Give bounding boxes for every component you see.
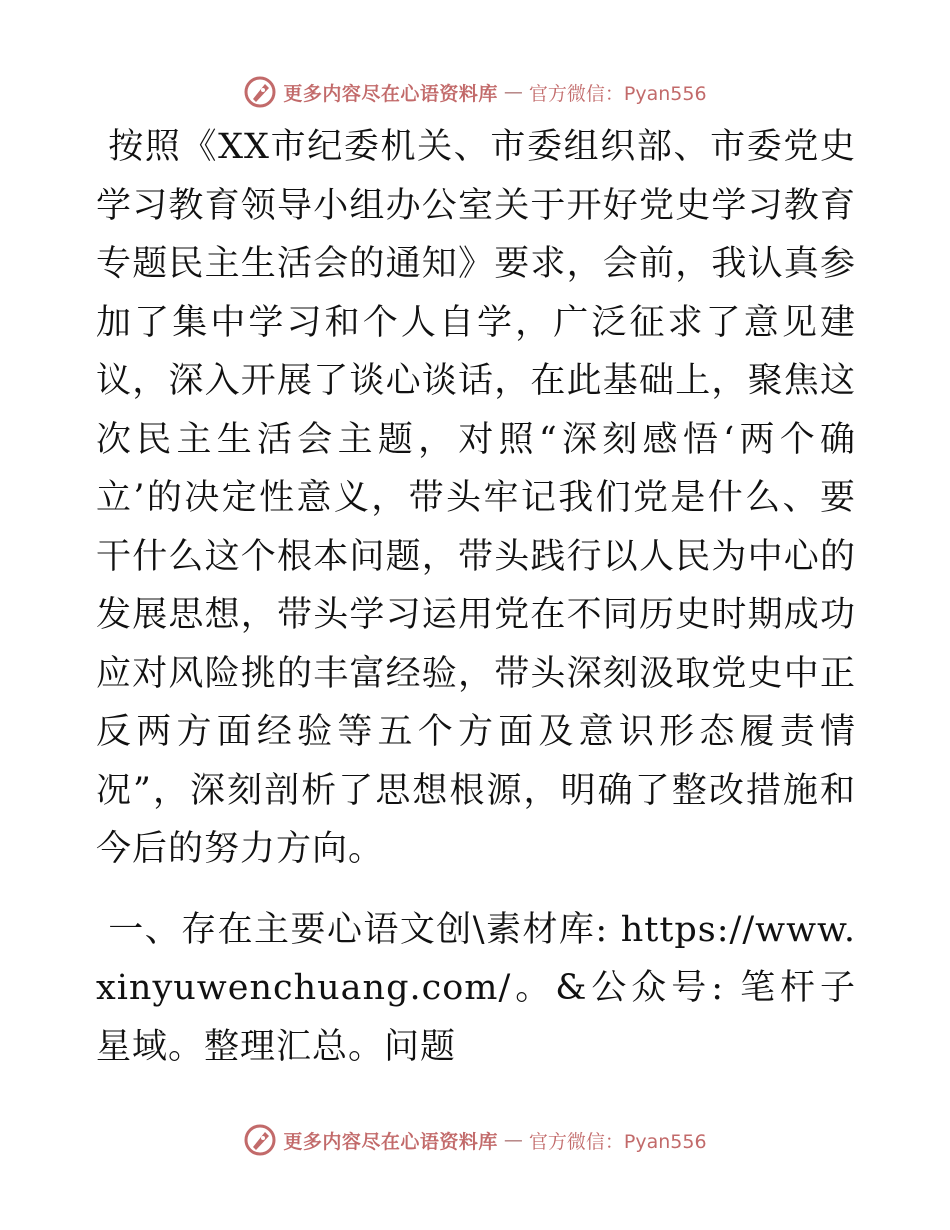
watermark-text: 更多内容尽在心语资料库 [283,82,498,105]
document-body [96,118,856,1076]
body-paragraph-2: 一、存在主要心语文创\素材库: https://www.xinyuwenchuang.com/。&公众号: 笔杆子星域。整理汇总。问题 [96,909,856,1067]
watermark-wechat: 官方微信：Pyan556 [528,82,707,105]
body-paragraph-1: 按照《XX市纪委机关、市委组织部、市委党史学习教育领导小组办公室关于开好党史学习教育专题民主生活会的通知》要求，会前，我认真参加了集中学习和个人自学，广泛征求了意见建议，深入开展了谈心谈话，在此基础上，聚焦这次民主生活会主题，对照“深刻感悟‘两个确立’的决定性意义，带头牢记我们党是什么、要干什么这个根本问题，带头践行以人民为中心的发展思想，带头学习运用党在不同历史时期成功应对风险挑的丰富经验，带头深刻汲取党史中正反两方面经验等五个方面及意识形态履责情况”，深刻剖析了思想根源，明确了整改措施和今后的努力方向。 [96,127,856,869]
watermark-dash: — [503,81,523,103]
watermark-dash: — [503,1129,523,1151]
watermark-text: 更多内容尽在心语资料库 [283,1130,498,1153]
header-watermark [0,72,950,112]
footer-watermark [0,1120,950,1160]
pen-nib-logo-icon [243,75,277,109]
pen-nib-logo-icon [243,1123,277,1157]
watermark-wechat: 官方微信：Pyan556 [528,1130,707,1153]
